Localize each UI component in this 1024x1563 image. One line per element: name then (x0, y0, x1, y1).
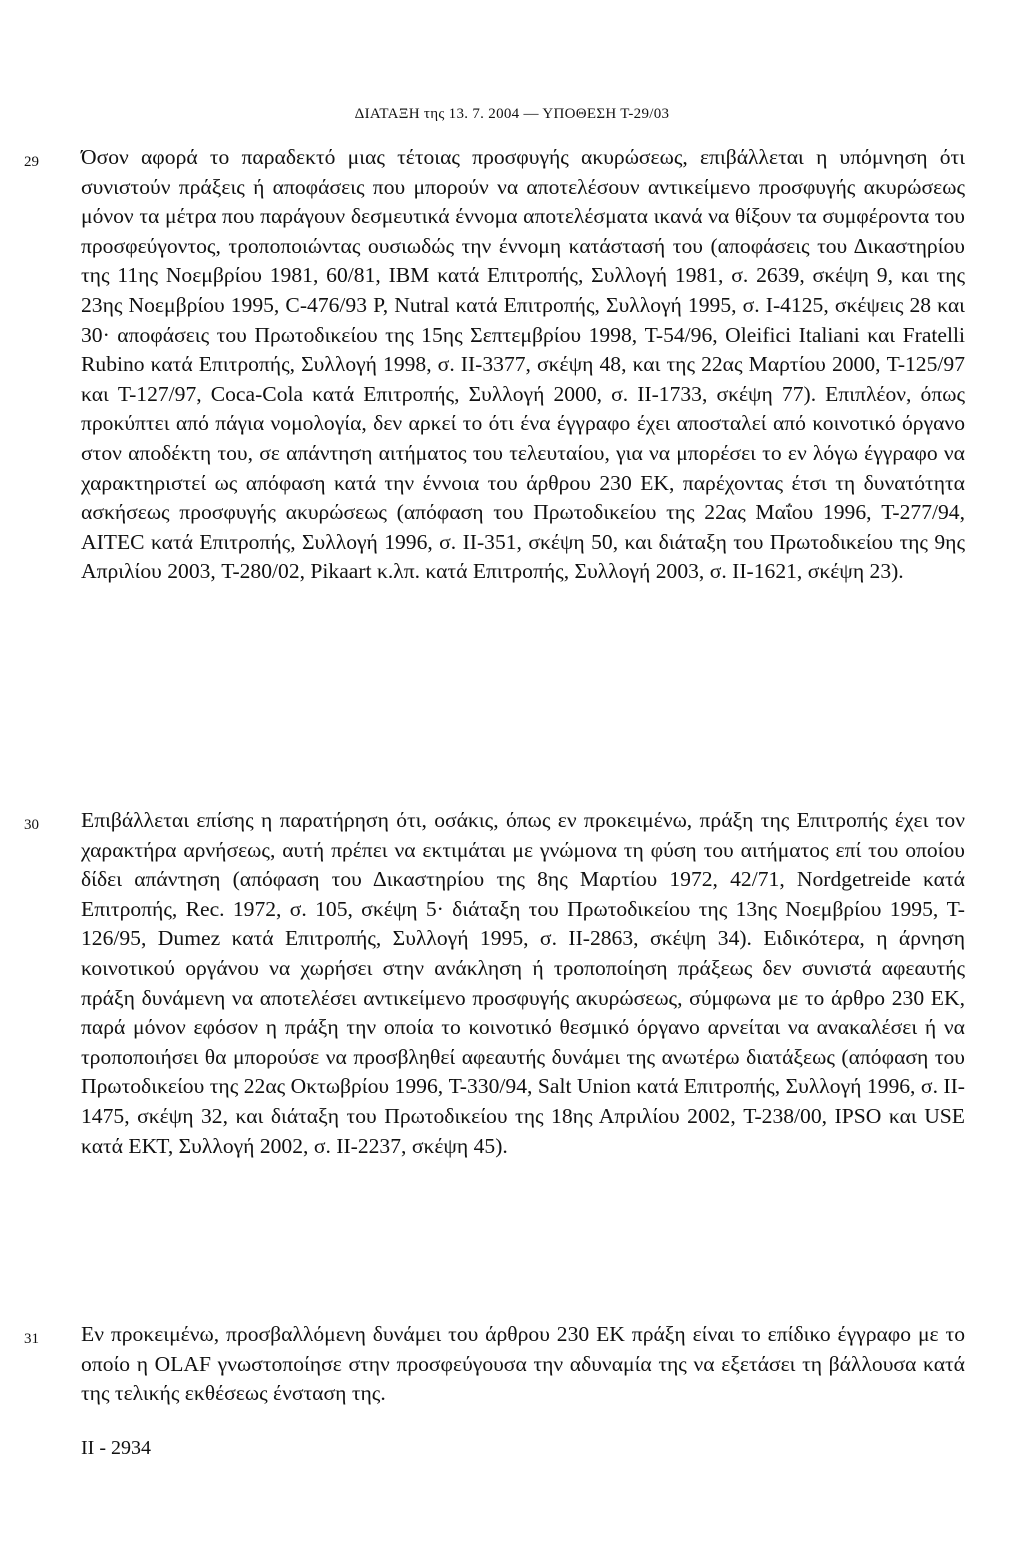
paragraph-29-text: Όσον αφορά το παραδεκτό μιας τέτοιας προσφυγής ακυρώσεως, επιβάλλεται η υπόμνηση ότι συνιστούν πράξεις ή αποφάσεις που μπορούν να αποτελέσουν αντικείμενο προσφυγής ακυρώσεως μόνον τα μέτρα που παράγουν δεσμευτικά έννομα αποτελέσματα ικανά να θίξουν τα συμφέροντα του προσφεύγοντος, τροποποιώντας ουσιωδώς την έννομη κατάστασή του (αποφάσεις του Δικαστηρίου της 11ης Νοεμβρίου 1981, 60/81, IBM κατά Επιτροπής, Συλλογή 1981, σ. 2639, σκέψη 9, και της 23ης Νοεμβρίου 1995, C-476/93 P, Nutral κατά Επιτροπής, Συλλογή 1995, σ. I-4125, σκέψεις 28 και 30· αποφάσεις του Πρωτοδικείου της 15ης Σεπτεμβρίου 1998, T-54/96, Oleifici Italiani και Fratelli Rubino κατά Επιτροπής, Συλλογή 1998, σ. II-3377, σκέψη 48, και της 22ας Μαρτίου 2000, T-125/97 και T-127/97, Coca-Cola κατά Επιτροπής, Συλλογή 2000, σ. II-1733, σκέψη 77). Επιπλέον, όπως προκύπτει από πάγια νομολογία, δεν αρκεί το ότι ένα έγγραφο έχει αποσταλεί από κοινοτικό όργανο στον αποδέκτη του, σε απάντηση αιτήματος του τελευταίου, για να μπορέσει το εν λόγω έγγραφο να χαρακτηριστεί ως απόφαση κατά την έννοια του άρθρου 230 ΕΚ, παρέχοντας έτσι τη δυνατότητα ασκήσεως προσφυγής ακυρώσεως (απόφαση του Πρωτοδικείου της 22ας Μαΐου 1996, T-277/94, AITEC κατά Επιτροπής, Συλλογή 1996, σ. II-351, σκέψη 50, και διάταξη του Πρωτοδικείου της 9ης Απριλίου 2003, T-280/02, Pikaart κ.λπ. κατά Επιτροπής, Συλλογή 2003, σ. II-1621, σκέψη 23). (81, 145, 965, 584)
paragraph-number-31: 31 (24, 1331, 39, 1347)
page-number: II - 2934 (81, 1437, 151, 1459)
paragraph-number-29: 29 (24, 154, 39, 170)
paragraph-number-30: 30 (24, 817, 39, 833)
paragraph-30-text: Επιβάλλεται επίσης η παρατήρηση ότι, οσάκις, όπως εν προκειμένω, πράξη της Επιτροπής έχει τον χαρακτήρα αρνήσεως, αυτή πρέπει να εκτιμάται με γνώμονα τη φύση του αιτήματος επί του οποίου δίδει απάντηση (απόφαση του Δικαστηρίου της 8ης Μαρτίου 1972, 42/71, Nordgetreide κατά Επιτροπής, Rec. 1972, σ. 105, σκέψη 5· διάταξη του Πρωτοδικείου της 13ης Νοεμβρίου 1995, T-126/95, Dumez κατά Επιτροπής, Συλλογή 1995, σ. II-2863, σκέψη 34). Ειδικότερα, η άρνηση κοινοτικού οργάνου να χωρήσει στην ανάκληση ή τροποποίηση πράξεως δεν συνιστά αφεαυτής πράξη δυνάμενη να αποτελέσει αντικείμενο προσφυγής ακυρώσεως, σύμφωνα με το άρθρο 230 ΕΚ, παρά μόνον εφόσον η πράξη την οποία το κοινοτικό θεσμικό όργανο αρνείται να ανακαλέσει ή να τροποποιήσει θα μπορούσε να προσβληθεί αφεαυτής δυνάμει της ανωτέρω διατάξεως (απόφαση του Πρωτοδικείου της 22ας Οκτωβρίου 1996, T-330/94, Salt Union κατά Επιτροπής, Συλλογή 1996, σ. II-1475, σκέψη 32, και διάταξη του Πρωτοδικείου της 18ης Απριλίου 2002, T-238/00, IPSO και USE κατά ΕΚΤ, Συλλογή 2002, σ. II-2237, σκέψη 45). (81, 808, 965, 1158)
paragraph-31-text: Εν προκειμένω, προσβαλλόμενη δυνάμει του άρθρου 230 ΕΚ πράξη είναι το επίδικο έγγραφο με το οποίο η OLAF γνωστοποίησε στην προσφεύγουσα την αδυναμία της να εξετάσει τη βάλλουσα κατά της τελικής εκθέσεως ένσταση της. (81, 1322, 965, 1406)
page-header: ΔΙΑΤΑΞΗ της 13. 7. 2004 — ΥΠΟΘΕΣΗ Τ-29/03 (354, 106, 670, 122)
